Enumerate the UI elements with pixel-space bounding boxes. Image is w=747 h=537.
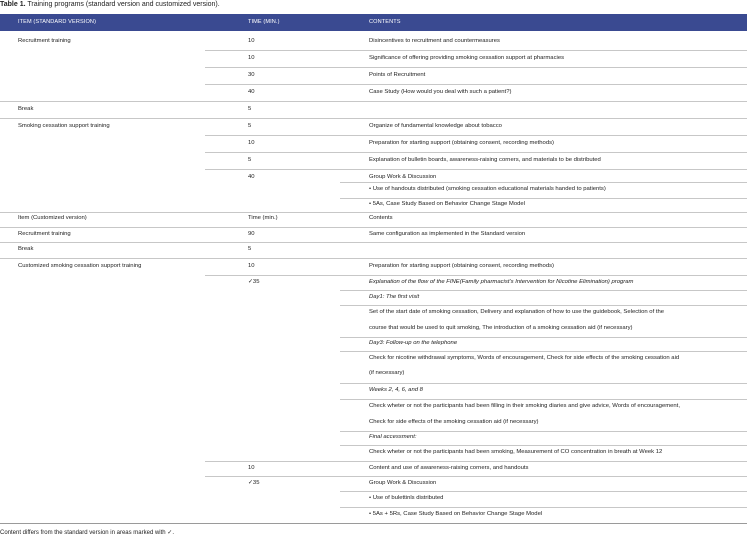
table-row (0, 490, 747, 507)
cell-item: Recruitment training (18, 38, 71, 44)
cell-contents: Final accessment: (369, 434, 417, 440)
cell-contents: Disincentives to recruitment and countermeasures (369, 38, 500, 44)
cell-contents: Explanation of bulletin boards, awareness-raising corners, and materials to be distributed (369, 157, 601, 163)
table-row (0, 152, 747, 169)
cell-contents: Check wheter or not the participants had been filling in their smoking diaries and give advice, Words of encouragement, (369, 403, 680, 409)
header-contents: CONTENTS (369, 19, 401, 25)
cell-time: 10 (248, 465, 255, 471)
cell-item: Break (18, 246, 34, 252)
cell-contents: course that would be used to quit smoking, The introduction of a smoking cessation aid (if necessary) (369, 325, 633, 331)
table-label: Table 1. (0, 1, 26, 8)
cell-item: Item (Customized version) (18, 215, 87, 221)
cell-time: ✓35 (248, 480, 260, 486)
table-row (0, 210, 747, 227)
training-table (0, 14, 747, 31)
cell-contents: Day3: Follow-up on the telephone (369, 340, 458, 346)
table-row (0, 258, 747, 275)
cell-contents: Set of the start date of smoking cessation, Delivery and explanation of how to use the guidebook, Selection of the (369, 309, 665, 315)
table-row (0, 101, 747, 118)
cell-time: 40 (248, 174, 255, 180)
table-title: Training programs (standard version and customized version). (27, 1, 220, 8)
cell-contents: Check for nicotine withdrawal symptoms, Words of encouragement, Check for side effects of the smoking cessation aid (369, 355, 680, 361)
table-caption (0, 0, 220, 9)
table-row (0, 444, 747, 461)
cell-contents: Organize of fundamental knowledge about tobacco (369, 123, 502, 129)
table-row (0, 135, 747, 152)
cell-time: 10 (248, 263, 255, 269)
cell-contents: Contents (369, 215, 393, 221)
cell-contents: Case Study (How would you deal with such a patient?) (369, 89, 512, 95)
cell-item: Smoking cessation support training (18, 123, 110, 129)
table-header (0, 14, 747, 31)
cell-contents: • 5As + 5Rs, Case Study Based on Behavior Change Stage Model (369, 511, 543, 517)
cell-item: Customized smoking cessation support training (18, 263, 142, 269)
cell-contents: Check wheter or not the participants had been smoking, Measurement of CO concentration in breath at Week 12 (369, 449, 663, 455)
cell-contents: • Use of handouts distributed (smoking cessation educational materials handed to patients) (369, 186, 606, 192)
table-row (0, 84, 747, 101)
cell-contents: Points of Recruitment (369, 72, 426, 78)
cell-contents: • 5As, Case Study Based on Behavior Change Stage Model (369, 201, 525, 207)
cell-time: ✓35 (248, 279, 260, 285)
cell-contents: Check for side effects of the smoking cessation aid (if necessary) (369, 419, 539, 425)
cell-time: 5 (248, 106, 252, 112)
cell-contents: Group Work & Discussion (369, 480, 437, 486)
table-row (0, 67, 747, 84)
cell-contents: Explanation of the flow of the FINE(Family pharmacist’s Intervention for Nicotine Elimination) program (369, 279, 634, 285)
header-item: ITEM (STANDARD VERSION) (18, 19, 97, 25)
table-footnote: Content differs from the standard version in areas marked with ✓. (0, 530, 174, 536)
table-row (0, 398, 747, 415)
table-row (0, 118, 747, 135)
cell-time: 10 (248, 38, 255, 44)
cell-time: 40 (248, 89, 255, 95)
cell-time: 10 (248, 55, 255, 61)
cell-time: 10 (248, 140, 255, 146)
table-row (0, 365, 747, 382)
table-row (0, 382, 747, 399)
cell-time: 30 (248, 72, 255, 78)
table-row (0, 33, 747, 50)
table-row (0, 241, 747, 258)
cell-contents: Group Work & Discussion (369, 174, 437, 180)
cell-time: 5 (248, 157, 252, 163)
cell-time: 5 (248, 246, 252, 252)
table-row (0, 506, 747, 523)
cell-time: 5 (248, 123, 252, 129)
cell-contents: (if necessary) (369, 370, 405, 376)
cell-contents: • Use of bulettinls distributed (369, 495, 444, 501)
table-row (0, 50, 747, 67)
cell-time: Time (min.) (248, 215, 278, 221)
cell-item: Recruitment training (18, 231, 71, 237)
cell-contents: Same configuration as implemented in the Standard version (369, 231, 526, 237)
cell-item: Break (18, 106, 34, 112)
cell-contents: Day1: The first visit (369, 294, 420, 300)
cell-contents: Significance of offering providing smoking cessation support at pharmacies (369, 55, 565, 61)
header-time: TIME (MIN.) (248, 19, 280, 25)
cell-contents: Preparation for starting support (obtaining consent, recording methods) (369, 263, 555, 269)
table-bottom-rule (0, 523, 747, 524)
cell-contents: Weeks 2, 4, 6, and 8 (369, 387, 423, 393)
cell-contents: Content and use of awareness-raising corners, and handouts (369, 465, 529, 471)
table-row (0, 304, 747, 321)
cell-contents: Preparation for starting support (obtaining consent, recording methods) (369, 140, 555, 146)
cell-time: 90 (248, 231, 255, 237)
